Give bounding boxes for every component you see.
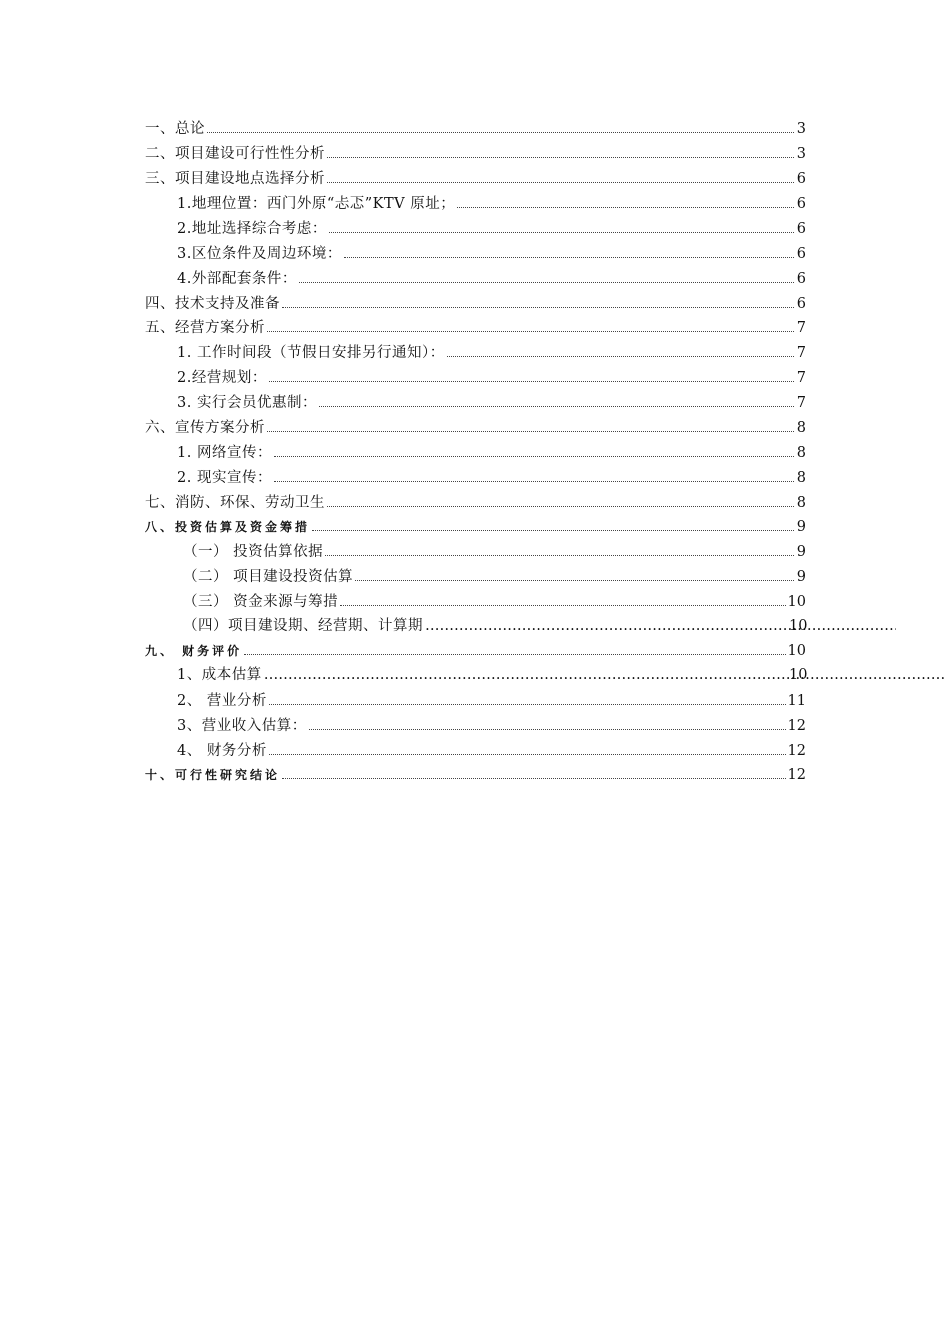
toc-entry-label: 2、 营业分析: [177, 693, 267, 709]
toc-entry[interactable]: [145, 763, 806, 785]
toc-entry-page: 10: [787, 594, 806, 610]
dot-leader: [447, 341, 794, 357]
toc-entry-page: 6: [796, 296, 806, 312]
toc-entry[interactable]: [145, 117, 806, 139]
toc-entry[interactable]: [177, 192, 806, 214]
toc-entry-page: 7: [796, 320, 806, 336]
toc-entry-label: 七、消防、环保、劳动卫生: [145, 495, 325, 511]
toc-entry-label: 三、项目建设地点选择分析: [145, 171, 325, 187]
dot-leader: [269, 689, 786, 705]
toc-entry[interactable]: [177, 441, 806, 463]
toc-entry[interactable]: [145, 292, 806, 314]
dot-leader: [274, 466, 794, 482]
toc-entry-page: 7: [796, 345, 806, 361]
dot-leader: [269, 739, 786, 755]
toc-entry-label: 3、营业收入估算：: [177, 718, 307, 734]
dot-leader: [274, 441, 794, 457]
toc-entry-page: 9: [796, 569, 806, 585]
toc-entry-label: 2.经营规划：: [177, 370, 267, 386]
toc-entry-page: 9: [796, 544, 806, 560]
dot-leader: [299, 267, 794, 283]
dot-leader: [344, 242, 794, 258]
toc-entry-label: （四）项目建设期、经营期、计算期: [183, 618, 423, 634]
toc-entry-label: 4、 财务分析: [177, 743, 267, 759]
dot-leader: [264, 664, 946, 686]
dot-leader: [425, 615, 896, 637]
dot-leader: [312, 515, 794, 531]
toc-entry-label: （二） 项目建设投资估算: [183, 569, 354, 585]
dot-leader: [207, 117, 794, 133]
toc-entry[interactable]: [177, 366, 806, 388]
dot-leader: [267, 416, 794, 432]
dot-leader: [244, 639, 785, 655]
toc-entry-page: 10: [787, 643, 806, 659]
dot-leader: [325, 540, 794, 556]
toc-entry-page: 10: [789, 667, 808, 683]
toc-entry[interactable]: [177, 242, 806, 264]
toc-entry-label: 2. 现实宣传：: [177, 470, 272, 486]
toc-entry[interactable]: [145, 142, 806, 164]
toc-entry-page: 12: [787, 743, 806, 759]
toc-entry-page: 11: [787, 693, 806, 709]
dot-leader: [327, 142, 794, 158]
toc-entry[interactable]: [177, 391, 806, 413]
toc-entry-label: 2.地址选择综合考虑：: [177, 221, 327, 237]
toc-entry-label: 3.区位条件及周边环境：: [177, 246, 342, 262]
toc-entry[interactable]: [177, 466, 806, 488]
toc-entry-label: （一） 投资估算依据: [183, 544, 324, 560]
toc-entry[interactable]: [183, 590, 806, 612]
toc-entry-page: 8: [796, 445, 806, 461]
toc-entry-page: 8: [796, 470, 806, 486]
toc-entry[interactable]: [183, 540, 806, 562]
toc-entry-label: 九、 财务评价: [145, 644, 243, 658]
toc-entry-label: 十、可行性研究结论: [145, 768, 281, 782]
toc-entry[interactable]: [177, 739, 806, 761]
toc-entry[interactable]: [177, 664, 948, 686]
toc-entry[interactable]: [145, 316, 806, 338]
toc-entry-label: （三） 资金来源与筹措: [183, 594, 339, 610]
toc-entry-page: 3: [796, 121, 806, 137]
toc-entry-label: 1. 网络宣传：: [177, 445, 272, 461]
dot-leader: [340, 590, 785, 606]
toc-entry[interactable]: [145, 491, 806, 513]
dot-leader: [355, 565, 794, 581]
toc-entry[interactable]: [145, 515, 806, 537]
toc-entry-page: 3: [796, 146, 806, 162]
toc-entry[interactable]: [177, 714, 806, 736]
toc-entry-label: 四、技术支持及准备: [145, 296, 280, 312]
toc-entry-page: 7: [796, 395, 806, 411]
toc-entry[interactable]: [145, 639, 806, 661]
dot-leader: [309, 714, 786, 730]
toc-entry-label: 二、项目建设可行性性分析: [145, 146, 325, 162]
toc-entry-page: 8: [796, 495, 806, 511]
dot-leader: [267, 316, 794, 332]
toc-entry[interactable]: [177, 341, 806, 363]
toc-entry-label: 八、投资估算及资金筹措: [145, 520, 311, 534]
toc-entry-page: 6: [796, 196, 806, 212]
dot-leader: [282, 763, 786, 779]
toc-entry[interactable]: [177, 217, 806, 239]
dot-leader: [319, 391, 794, 407]
toc-entry-label: 4.外部配套条件：: [177, 271, 297, 287]
toc-entry-page: 6: [796, 246, 806, 262]
toc-entry-page: 12: [787, 767, 806, 783]
toc-entry-label: 1.地理位置：西门外原“忐忑”KTV 原址；: [177, 196, 456, 212]
toc-entry-page: 7: [796, 370, 806, 386]
dot-leader: [282, 292, 794, 308]
toc-entry[interactable]: [177, 689, 806, 711]
toc-entry-label: 3. 实行会员优惠制：: [177, 395, 317, 411]
toc-entry-page: 6: [796, 171, 806, 187]
toc-entry[interactable]: [177, 267, 806, 289]
toc-entry-label: 六、宣传方案分析: [145, 420, 265, 436]
toc-entry-label: 1. 工作时间段（节假日安排另行通知）：: [177, 345, 445, 361]
dot-leader: [269, 366, 794, 382]
toc-entry-label: 一、总论: [145, 121, 205, 137]
toc-entry-page: 12: [787, 718, 806, 734]
toc-entry-label: 五、经营方案分析: [145, 320, 265, 336]
dot-leader: [327, 167, 794, 183]
toc-entry-page: 8: [796, 420, 806, 436]
toc-entry-page: 6: [796, 221, 806, 237]
dot-leader: [329, 217, 794, 233]
dot-leader: [457, 192, 794, 208]
toc-entry[interactable]: [145, 416, 806, 438]
toc-entry[interactable]: [145, 167, 806, 189]
toc-entry-page: 10: [789, 618, 808, 634]
toc-entry[interactable]: [183, 615, 898, 637]
toc-entry[interactable]: [183, 565, 806, 587]
toc-entry-page: 6: [796, 271, 806, 287]
toc-entry-label: 1、成本估算: [177, 667, 262, 683]
dot-leader: [327, 491, 794, 507]
toc-entry-page: 9: [796, 519, 806, 535]
